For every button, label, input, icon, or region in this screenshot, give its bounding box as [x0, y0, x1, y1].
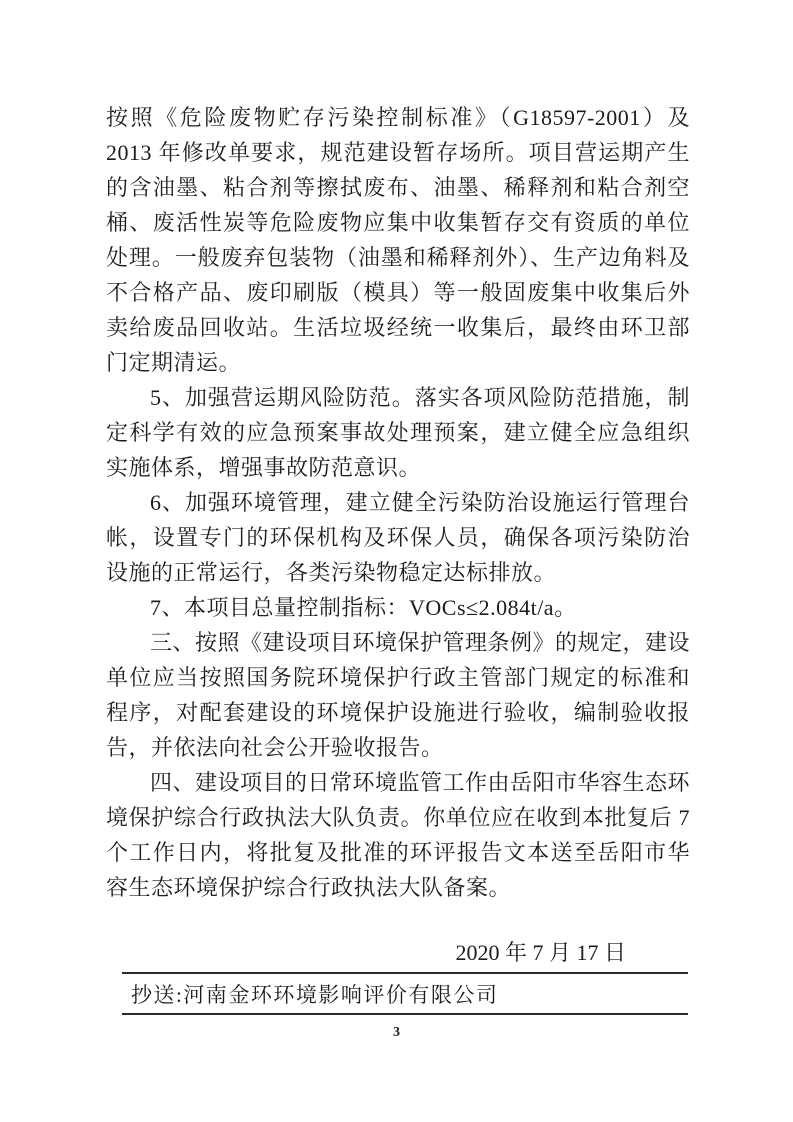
paragraph-item-5: 5、加强营运期风险防范。落实各项风险防范措施，制定科学有效的应急预案事故处理预案，建立健全应急组织实施体系，增强事故防范意识。: [106, 385, 690, 480]
paragraph-section-3: 三、按照《建设项目环境保护管理条例》的规定，建设单位应当按照国务院环境保护行政主管部门规定的标准和程序，对配套建设的环境保护设施进行验收，编制验收报告，并依法向社会公开验收报告。: [106, 630, 691, 760]
cc-recipient-line: 抄送:河南金环环境影响评价有限公司: [131, 983, 499, 1007]
page-number: 3: [393, 1025, 400, 1040]
cc-divider-top: [122, 972, 688, 974]
paragraph-item-6: 6、加强环境管理，建立健全污染防治设施运行管理台帐，设置专门的环保机构及环保人员，确保各项污染防治设施的正常运行，各类污染物稳定达标排放。: [106, 490, 690, 585]
signature-date: 2020 年 7 月 17 日: [455, 940, 626, 965]
paragraph-item-7: 7、本项目总量控制指标：VOCs≤2.084t/a。: [150, 595, 577, 620]
paragraph-continuation: 按照《危险废物贮存污染控制标准》（G18597-2001）及 2013 年修改单要求，规范建设暂存场所。项目营运期产生的含油墨、粘合剂等擦拭废布、油墨、稀释剂和粘合剂空桶、废活性炭等危险废物应集中收集暂存交有资质的单位处理。一般废弃包装物（油墨和稀释剂外）、生产边角料及不合格产品、废印刷版（模具）等一般固废集中收集后外卖给废品回收站。生活垃圾经统一收集后，最终由环卫部门定期清运。: [106, 105, 690, 375]
cc-divider-bottom: [122, 1013, 688, 1015]
document-body: [106, 100, 690, 905]
paragraph-section-4: 四、建设项目的日常环境监管工作由岳阳市华容生态环境保护综合行政执法大队负责。你单位应在收到本批复后 7 个工作日内，将批复及批准的环评报告文本送至岳阳市华容生态环境保护综合行政执法大队备案。: [106, 770, 691, 900]
